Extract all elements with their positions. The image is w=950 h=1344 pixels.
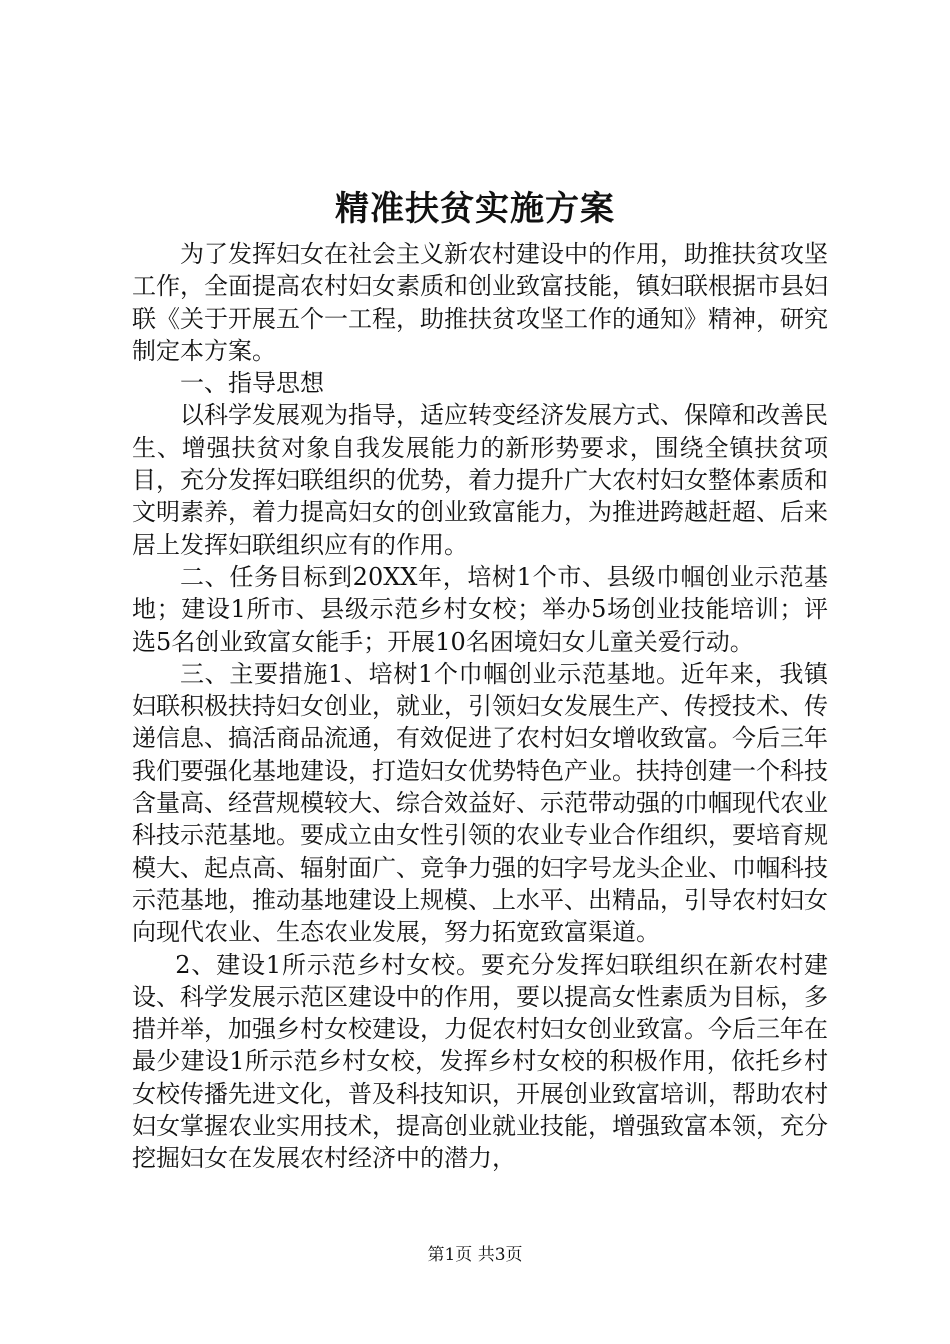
document-body [132, 238, 828, 1175]
document-title: 精准扶贫实施方案 [335, 189, 615, 229]
paragraph-main-measures: 三、主要措施1、培树1个巾帼创业示范基地。近年来，我镇妇联积极扶持妇女创业，就业，引领妇女发展生产、传授技术、传递信息、搞活商品流通，有效促进了农村妇女增收致富。今后三年我们要强化基地建设，打造妇女优势特色产业。扶持创建一个科技含量高、经营规模较大、综合效益好、示范带动强的巾帼现代农业科技示范基地。要成立由女性引领的农业专业合作组织，要培育规模大、起点高、辐射面广、竞争力强的妇字号龙头企业、巾帼科技示范基地，推动基地建设上规模、上水平、出精品，引导农村妇女向现代农业、生态农业发展，努力拓宽致富渠道。 [132, 659, 828, 947]
heading-guiding-thought: 一、指导思想 [180, 369, 324, 398]
paragraph-task-goals: 二、任务目标到20XX年，培树1个市、县级巾帼创业示范基地；建设1所市、县级示范乡村女校；举办5场创业技能培训；评选5名创业致富女能手；开展10名困境妇女儿童关爱行动。 [132, 562, 828, 656]
paragraph-womens-school: 2、建设1所示范乡村女校。要充分发挥妇联组织在新农村建设、科学发展示范区建设中的作用，要以提高女性素质为目标，多措并举，加强乡村女校建设，力促农村妇女创业致富。今后三年在最少建设1所示范乡村女校，发挥乡村女校的积极作用，依托乡村女校传播先进文化，普及科技知识，开展创业致富培训，帮助农村妇女掌握农业实用技术，提高创业就业技能，增强致富本领，充分挖掘妇女在发展农村经济中的潜力， [132, 950, 828, 1173]
paragraph-intro: 为了发挥妇女在社会主义新农村建设中的作用，助推扶贫攻坚工作，全面提高农村妇女素质和创业致富技能，镇妇联根据市县妇联《关于开展五个一工程，助推扶贫攻坚工作的通知》精神，研究制定本方案。 [132, 240, 828, 365]
page-footer: 第1页 共3页 [427, 1245, 523, 1265]
paragraph-guiding-thought: 以科学发展观为指导，适应转变经济发展方式、保障和改善民生、增强扶贫对象自我发展能力的新形势要求，围绕全镇扶贫项目，充分发挥妇联组织的优势，着力提升广大农村妇女整体素质和文明素养，着力提高妇女的创业致富能力，为推进跨越赶超、后来居上发挥妇联组织应有的作用。 [132, 401, 828, 559]
